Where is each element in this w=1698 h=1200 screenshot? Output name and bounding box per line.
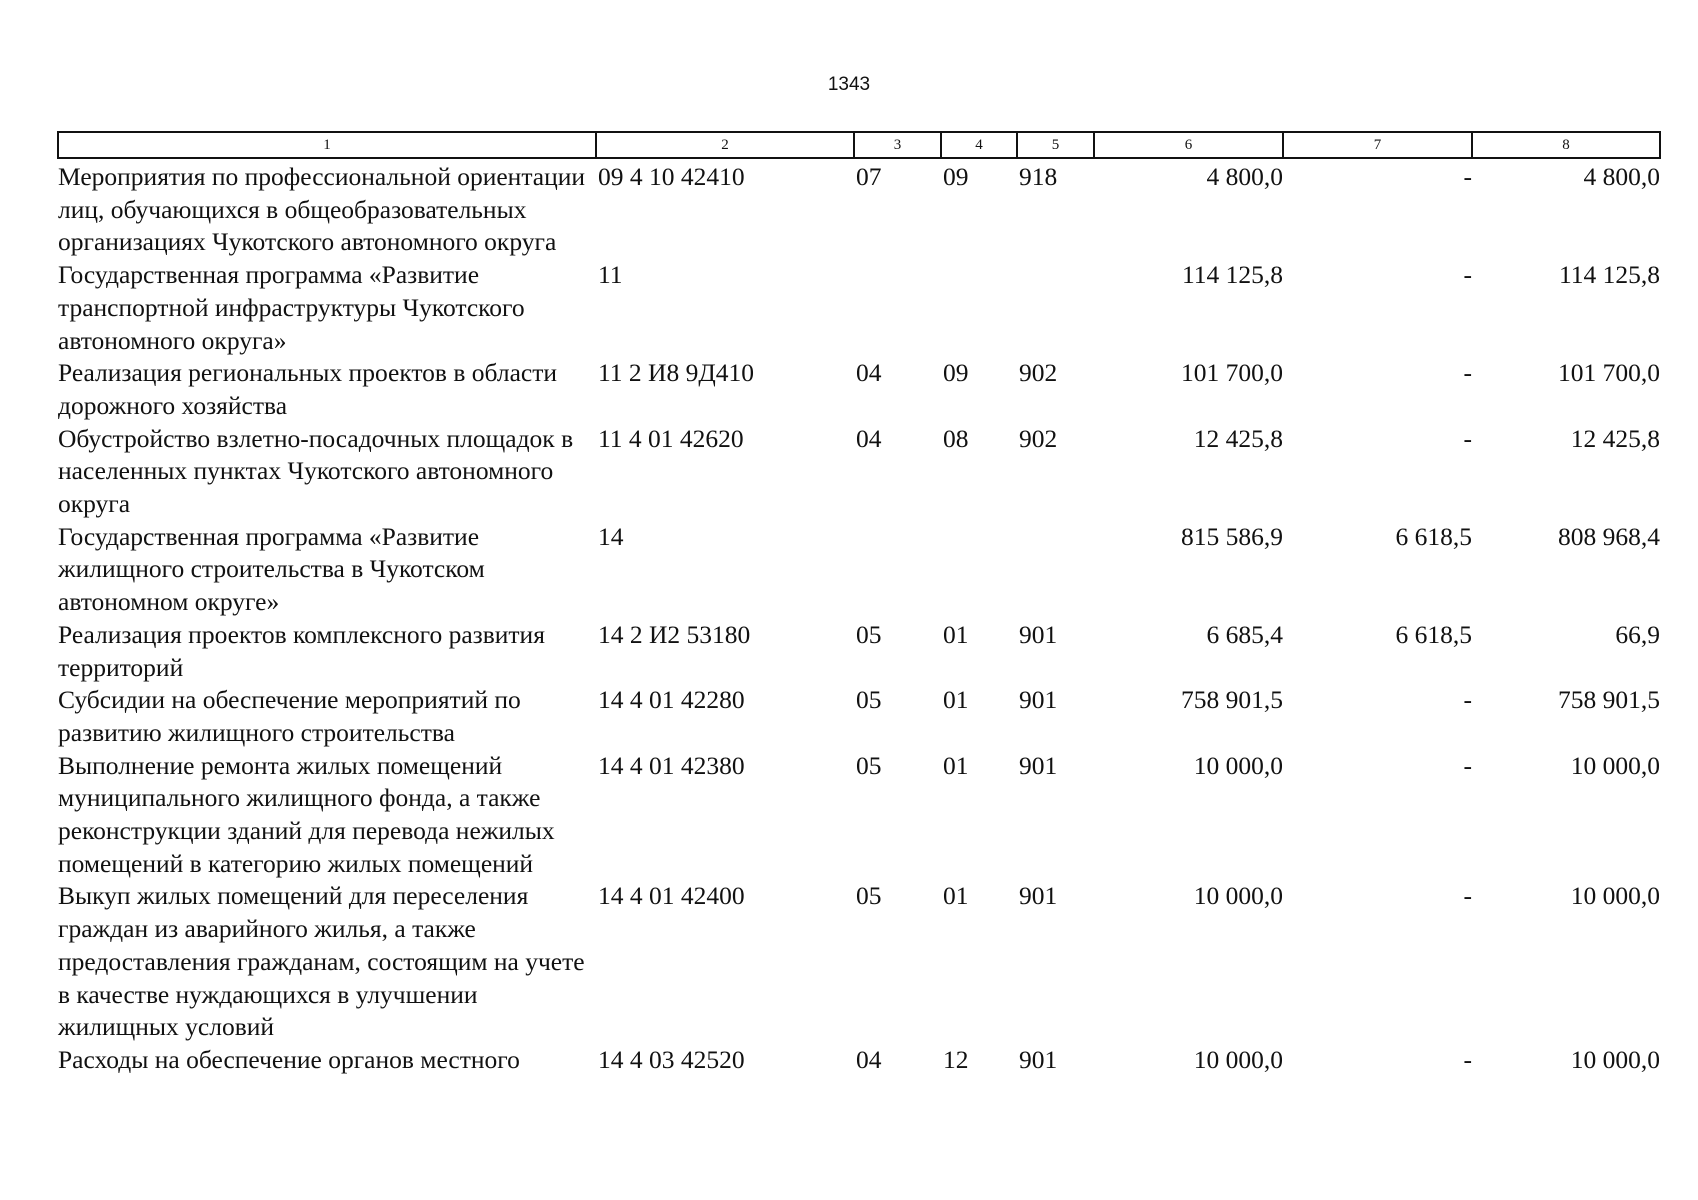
department-code: 901	[1019, 881, 1058, 911]
department-code: 901	[1019, 685, 1058, 715]
department-code: 902	[1019, 358, 1058, 388]
table-row	[58, 259, 1660, 357]
target-article-code: 09 4 10 42410	[598, 162, 745, 191]
expense-name: Реализация региональных проектов в области дорожного хозяйства	[58, 358, 558, 420]
column-header-8: 8	[1472, 132, 1660, 158]
section-code: 04	[856, 358, 882, 388]
target-article-code: 14 4 01 42280	[598, 685, 745, 715]
amount-regional: 10 000,0	[1570, 1044, 1660, 1074]
amount-total: 114 125,8	[1181, 260, 1283, 290]
amount-regional: 66,9	[1615, 619, 1660, 649]
target-article-code: 11 4 01 42620	[598, 423, 744, 453]
column-header-1: 1	[58, 132, 596, 158]
amount-federal: -	[1463, 881, 1472, 911]
department-code	[1017, 521, 1094, 619]
subsection-code: 01	[943, 881, 969, 911]
amount-federal: 6 618,5	[1395, 521, 1472, 551]
amount-federal: -	[1463, 750, 1472, 780]
budget-table	[57, 131, 1661, 1077]
section-code: 05	[856, 750, 882, 780]
expense-name: Государственная программа «Развитие жилищного строительства в Чукотском автономном округе»	[58, 521, 485, 617]
department-code: 901	[1019, 750, 1058, 780]
amount-regional: 10 000,0	[1570, 881, 1660, 911]
table-row	[58, 1044, 1660, 1077]
amount-regional: 101 700,0	[1558, 358, 1660, 388]
expense-name: Выкуп жилых помещений для переселения граждан из аварийного жилья, а также предоставления гражданам, состоящим на учете в качестве нуждающихся в улучшении жилищных условий	[58, 881, 585, 1042]
amount-total: 10 000,0	[1193, 881, 1283, 911]
table-row	[58, 423, 1660, 521]
section-code: 05	[856, 619, 882, 649]
budget-table-body	[58, 158, 1660, 1077]
column-number-header-row	[58, 132, 1660, 158]
table-row	[58, 684, 1660, 749]
amount-total: 12 425,8	[1193, 423, 1283, 453]
section-code: 05	[856, 685, 882, 715]
amount-regional: 114 125,8	[1558, 260, 1660, 290]
expense-name: Государственная программа «Развитие транспортной инфраструктуры Чукотского автономного округа»	[58, 260, 525, 355]
column-header-6: 6	[1094, 132, 1283, 158]
expense-name: Мероприятия по профессиональной ориентации лиц, обучающихся в общеобразовательных организациях Чукотского автономного округа	[58, 162, 586, 257]
department-code: 901	[1019, 1044, 1058, 1074]
amount-total: 10 000,0	[1193, 1044, 1283, 1074]
subsection-code: 01	[943, 619, 969, 649]
table-row	[58, 158, 1660, 259]
amount-federal: -	[1463, 685, 1472, 715]
section-code	[854, 521, 941, 619]
amount-regional: 10 000,0	[1570, 750, 1660, 780]
section-code	[854, 259, 941, 357]
page-number: 1343	[827, 74, 871, 95]
amount-total: 10 000,0	[1193, 750, 1283, 780]
section-code: 04	[856, 423, 882, 453]
column-header-5: 5	[1017, 132, 1094, 158]
department-code: 901	[1019, 619, 1058, 649]
column-header-7: 7	[1283, 132, 1472, 158]
department-code: 902	[1019, 423, 1058, 453]
expense-name: Обустройство взлетно-посадочных площадок в населенных пунктах Чукотского автономного округа	[58, 423, 574, 519]
column-header-3: 3	[854, 132, 941, 158]
table-row	[58, 619, 1660, 684]
subsection-code	[941, 259, 1017, 357]
subsection-code: 01	[943, 685, 969, 715]
target-article-code: 11	[598, 260, 623, 290]
expense-name: Выполнение ремонта жилых помещений муниципального жилищного фонда, а также реконструкции зданий для перевода нежилых помещений в категорию жилых помещений	[58, 750, 555, 878]
amount-regional: 808 968,4	[1558, 521, 1660, 551]
expense-name: Расходы на обеспечение органов местного	[58, 1044, 520, 1074]
section-code: 05	[856, 881, 882, 911]
amount-federal: -	[1463, 358, 1472, 388]
target-article-code: 14 2 И2 53180	[598, 619, 751, 649]
amount-federal: -	[1463, 1044, 1472, 1074]
subsection-code: 01	[943, 750, 969, 780]
subsection-code: 12	[943, 1044, 969, 1074]
expense-name: Реализация проектов комплексного развития территорий	[58, 619, 545, 682]
subsection-code: 09	[943, 358, 969, 388]
amount-regional: 758 901,5	[1558, 685, 1660, 715]
table-row	[58, 521, 1660, 619]
amount-federal: -	[1463, 162, 1472, 191]
amount-total: 4 800,0	[1206, 162, 1283, 191]
amount-federal: -	[1463, 423, 1472, 453]
section-code: 07	[856, 162, 882, 191]
table-row	[58, 357, 1660, 422]
amount-total: 815 586,9	[1181, 521, 1283, 551]
section-code: 04	[856, 1044, 882, 1074]
amount-regional: 4 800,0	[1583, 162, 1660, 191]
department-code	[1017, 259, 1094, 357]
table-row	[58, 750, 1660, 881]
subsection-code: 09	[943, 162, 969, 191]
amount-federal: -	[1463, 260, 1472, 290]
table-row	[58, 880, 1660, 1044]
target-article-code: 11 2 И8 9Д410	[598, 358, 754, 388]
subsection-code	[941, 521, 1017, 619]
target-article-code: 14 4 03 42520	[598, 1044, 745, 1074]
amount-total: 101 700,0	[1181, 358, 1283, 388]
amount-federal: 6 618,5	[1395, 619, 1472, 649]
department-code: 918	[1019, 162, 1058, 191]
column-header-4: 4	[941, 132, 1017, 158]
target-article-code: 14 4 01 42380	[598, 750, 745, 780]
amount-regional: 12 425,8	[1570, 423, 1660, 453]
amount-total: 758 901,5	[1181, 685, 1283, 715]
expense-name: Субсидии на обеспечение мероприятий по развитию жилищного строительства	[58, 685, 521, 747]
subsection-code: 08	[943, 423, 969, 453]
target-article-code: 14 4 01 42400	[598, 881, 745, 911]
target-article-code: 14	[598, 521, 624, 551]
amount-total: 6 685,4	[1206, 619, 1283, 649]
column-header-2: 2	[596, 132, 854, 158]
